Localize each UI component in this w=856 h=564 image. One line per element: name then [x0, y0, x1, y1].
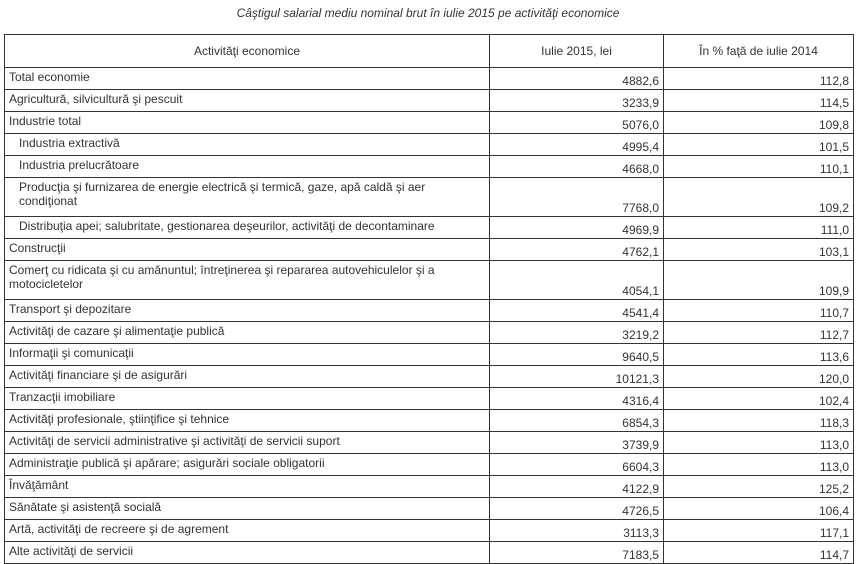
- row-value: 4882,6: [490, 68, 664, 90]
- row-activity: Producţia şi furnizarea de energie electrică şi termică, gaze, apă caldă şi aer condiţionat: [5, 178, 490, 217]
- row-activity: Activităţi de cazare şi alimentaţie publică: [5, 322, 490, 344]
- row-value: 7183,5: [490, 542, 664, 564]
- row-activity: Industria prelucrătoare: [5, 156, 490, 178]
- table-row: [5, 300, 854, 322]
- row-activity: Comerţ cu ridicata şi cu amănuntul; întreţinerea şi repararea autovehiculelor şi a motocicletelor: [5, 261, 490, 300]
- row-value: 4995,4: [490, 134, 664, 156]
- header-percent: În % faţă de iulie 2014: [664, 35, 854, 68]
- table-row: [5, 498, 854, 520]
- row-percent: 114,5: [664, 90, 854, 112]
- row-activity: Alte activităţi de servicii: [5, 542, 490, 564]
- row-percent: 120,0: [664, 366, 854, 388]
- row-activity: Tranzacţii imobiliare: [5, 388, 490, 410]
- row-activity: Activităţi financiare şi de asigurări: [5, 366, 490, 388]
- table-row: [5, 90, 854, 112]
- header-activity: Activităţi economice: [5, 35, 490, 68]
- table-row: [5, 366, 854, 388]
- table-row: [5, 476, 854, 498]
- row-value: 3739,9: [490, 432, 664, 454]
- row-percent: 113,6: [664, 344, 854, 366]
- table-row: [5, 261, 854, 300]
- row-value: 4054,1: [490, 261, 664, 300]
- row-activity: Distribuţia apei; salubritate, gestionarea deşeurilor, activităţi de decontaminare: [5, 217, 490, 239]
- row-activity: Industria extractivă: [5, 134, 490, 156]
- row-value: 3233,9: [490, 90, 664, 112]
- row-value: 4541,4: [490, 300, 664, 322]
- row-percent: 125,2: [664, 476, 854, 498]
- row-percent: 113,0: [664, 454, 854, 476]
- table-row: [5, 178, 854, 217]
- table-row: [5, 68, 854, 90]
- table-row: [5, 112, 854, 134]
- table-row: [5, 454, 854, 476]
- table-row: [5, 344, 854, 366]
- row-activity: Agricultură, silvicultură şi pescuit: [5, 90, 490, 112]
- row-value: 3219,2: [490, 322, 664, 344]
- row-activity: Total economie: [5, 68, 490, 90]
- row-activity: Transport şi depozitare: [5, 300, 490, 322]
- row-value: 6854,3: [490, 410, 664, 432]
- header-value: Iulie 2015, lei: [490, 35, 664, 68]
- row-percent: 113,0: [664, 432, 854, 454]
- row-activity: Sănătate şi asistenţă socială: [5, 498, 490, 520]
- table-row: [5, 410, 854, 432]
- row-percent: 112,8: [664, 68, 854, 90]
- row-activity: Activităţi profesionale, ştiinţifice şi tehnice: [5, 410, 490, 432]
- row-percent: 111,0: [664, 217, 854, 239]
- row-percent: 109,2: [664, 178, 854, 217]
- row-percent: 109,9: [664, 261, 854, 300]
- row-value: 5076,0: [490, 112, 664, 134]
- row-percent: 110,1: [664, 156, 854, 178]
- row-activity: Învăţământ: [5, 476, 490, 498]
- table-row: [5, 156, 854, 178]
- row-percent: 112,7: [664, 322, 854, 344]
- row-activity: Administraţie publică şi apărare; asigurări sociale obligatorii: [5, 454, 490, 476]
- row-activity: Construcţii: [5, 239, 490, 261]
- table-row: [5, 432, 854, 454]
- table-row: [5, 134, 854, 156]
- row-percent: 117,1: [664, 520, 854, 542]
- table-row: [5, 520, 854, 542]
- table-row: [5, 239, 854, 261]
- row-value: 4726,5: [490, 498, 664, 520]
- row-value: 4668,0: [490, 156, 664, 178]
- row-activity: Activităţi de servicii administrative şi activităţi de servicii suport: [5, 432, 490, 454]
- row-percent: 109,8: [664, 112, 854, 134]
- table-row: [5, 322, 854, 344]
- row-activity: Artă, activităţi de recreere şi de agrement: [5, 520, 490, 542]
- salary-table: [4, 34, 854, 564]
- table-title: Câştigul salarial mediu nominal brut în iulie 2015 pe activităţi economice: [236, 6, 620, 20]
- row-percent: 110,7: [664, 300, 854, 322]
- row-value: 7768,0: [490, 178, 664, 217]
- row-value: 4969,9: [490, 217, 664, 239]
- row-value: 9640,5: [490, 344, 664, 366]
- header-row: [5, 35, 854, 68]
- table-row: [5, 388, 854, 410]
- row-percent: 102,4: [664, 388, 854, 410]
- row-value: 6604,3: [490, 454, 664, 476]
- row-percent: 103,1: [664, 239, 854, 261]
- row-value: 10121,3: [490, 366, 664, 388]
- row-activity: Industrie total: [5, 112, 490, 134]
- row-activity: Informaţii şi comunicaţii: [5, 344, 490, 366]
- table-row: [5, 217, 854, 239]
- table-row: [5, 542, 854, 564]
- row-value: 4316,4: [490, 388, 664, 410]
- row-percent: 114,7: [664, 542, 854, 564]
- row-value: 3113,3: [490, 520, 664, 542]
- row-percent: 101,5: [664, 134, 854, 156]
- row-percent: 106,4: [664, 498, 854, 520]
- row-value: 4762,1: [490, 239, 664, 261]
- row-value: 4122,9: [490, 476, 664, 498]
- row-percent: 118,3: [664, 410, 854, 432]
